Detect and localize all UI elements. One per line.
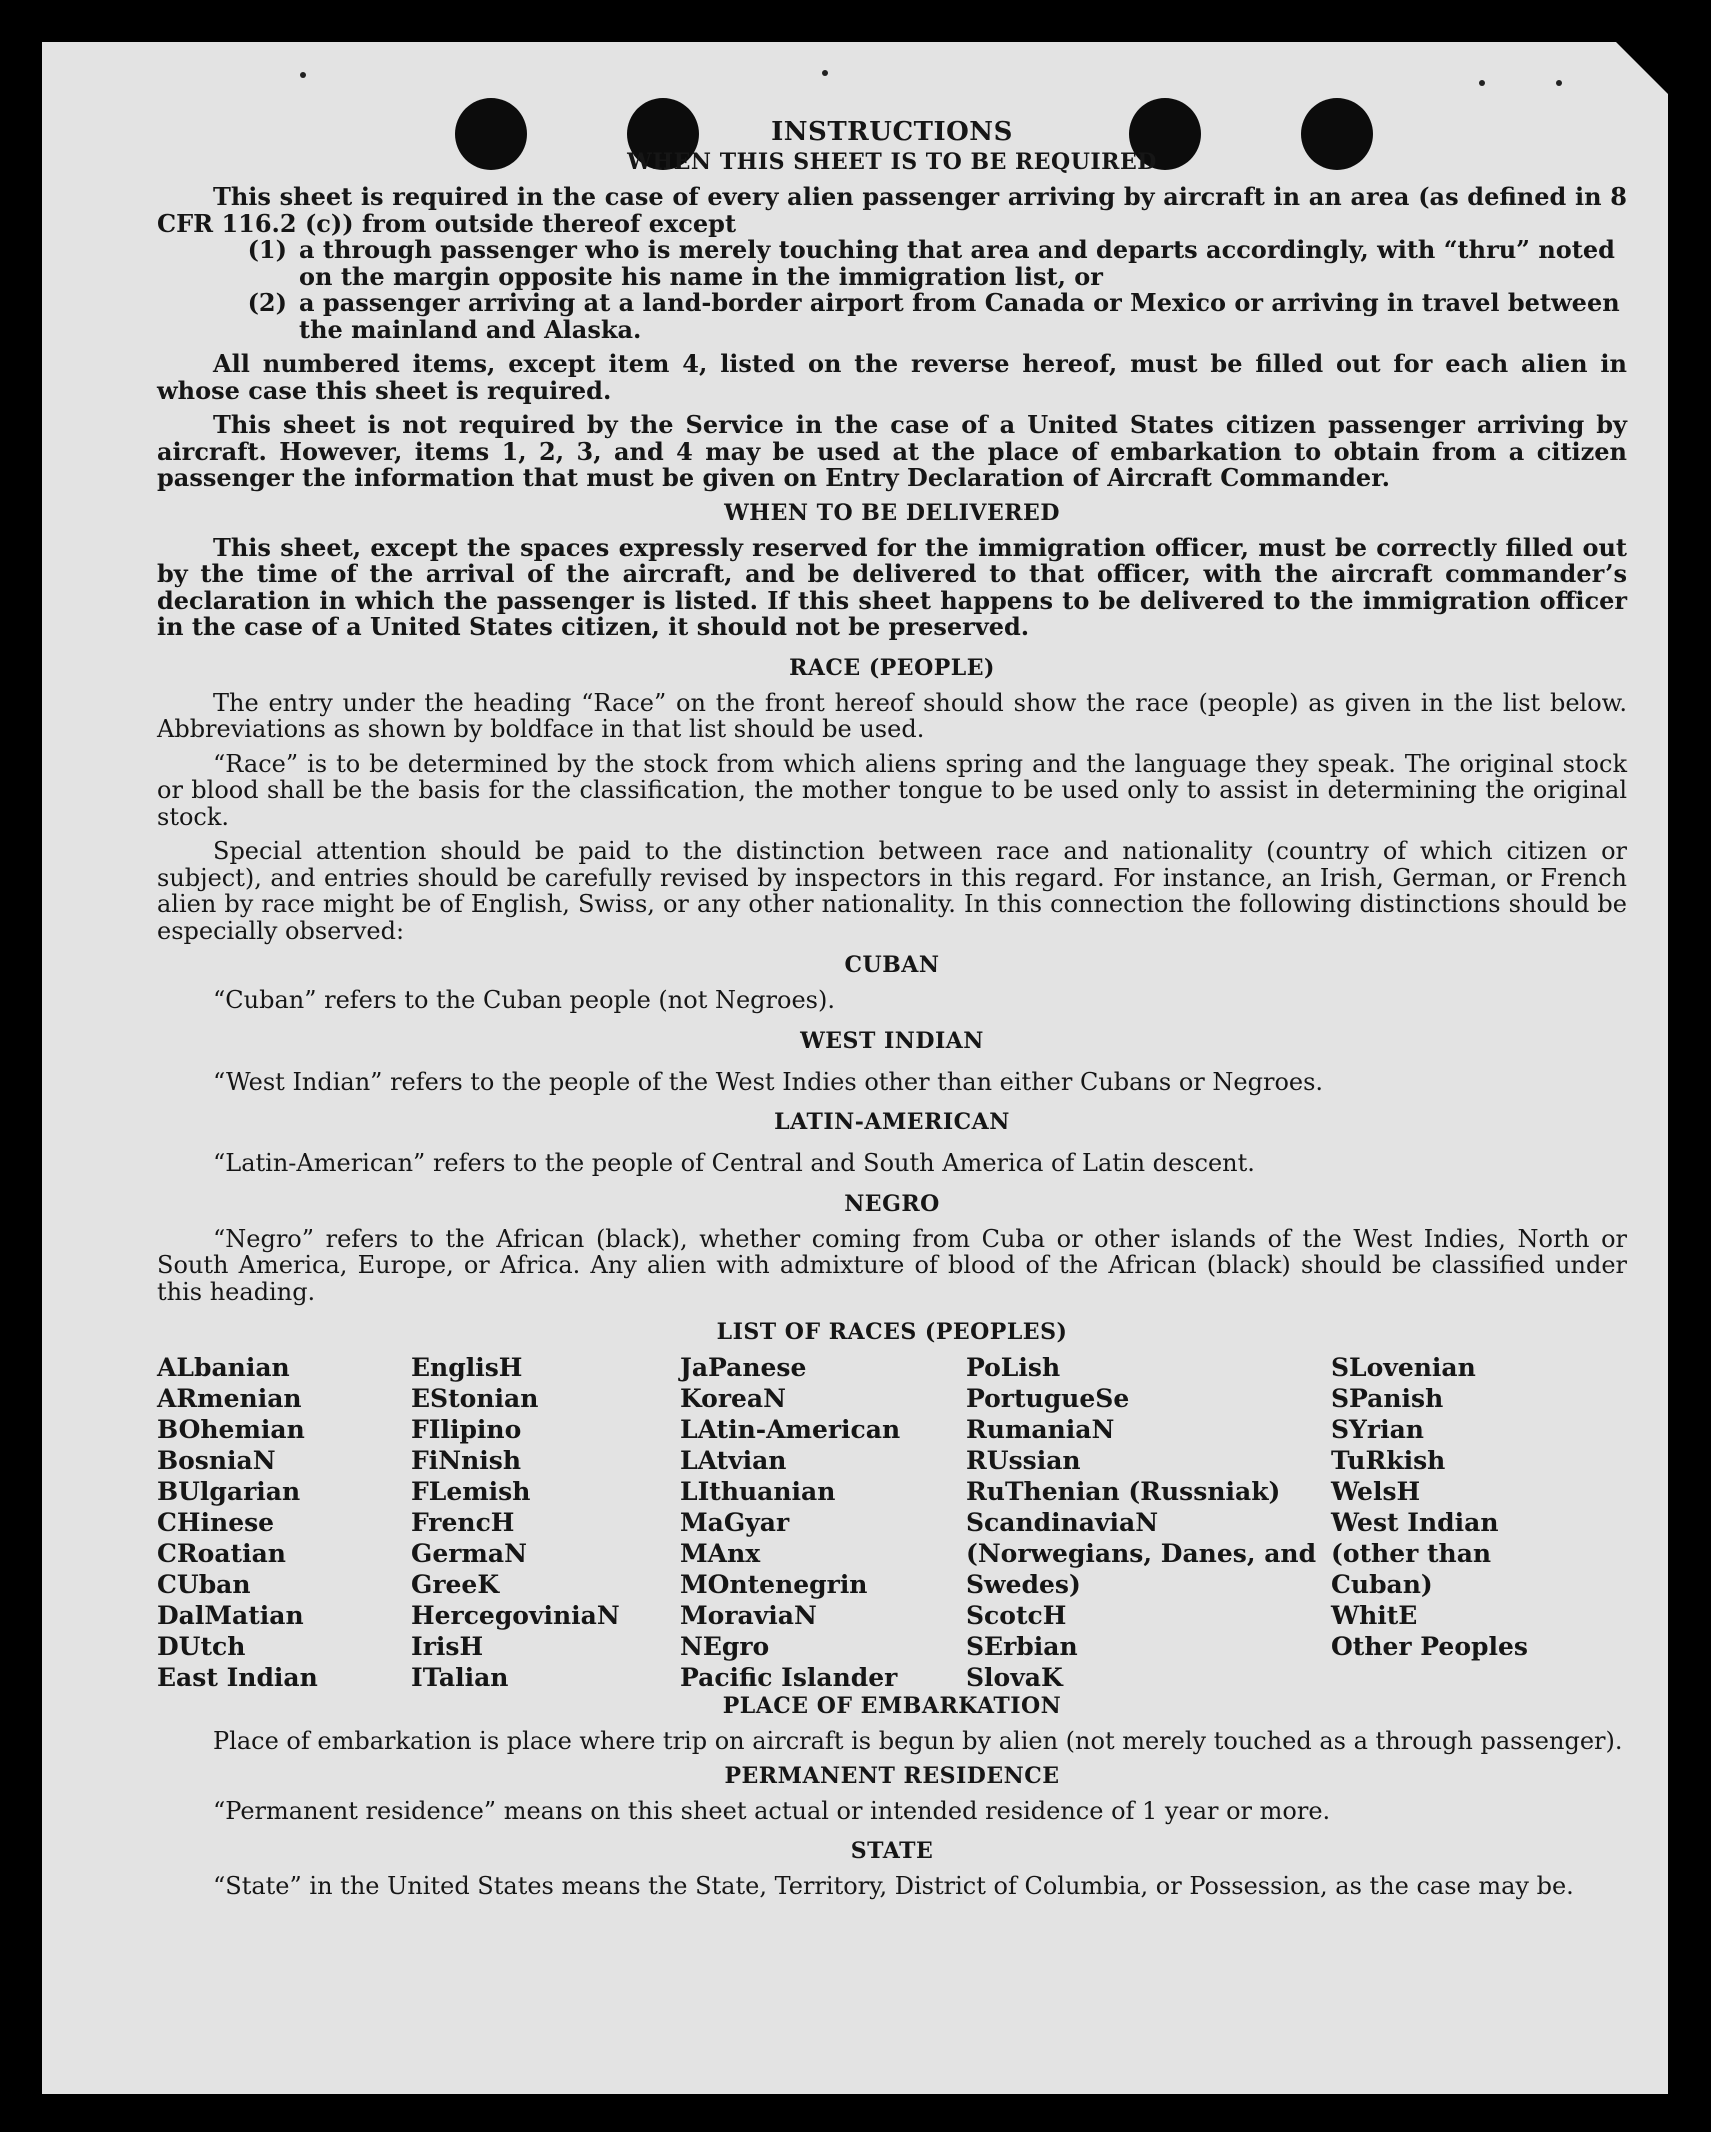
race-paragraph-2: “Race” is to be determined by the stock from which aliens spring and the language they speak. The original stock or blood shall be the basis for the classification, the mother tongue to be used only to assist in determining the original stock. xyxy=(157,749,1627,831)
race-entry: DUtch xyxy=(157,1632,246,1661)
race-entry: MaGyar xyxy=(680,1508,790,1537)
exception-number: (1) xyxy=(247,235,287,264)
race-entry: PortugueSe xyxy=(966,1384,1130,1413)
exception-text: a passenger arriving at a land-border airport from Canada or Mexico or arriving in travel between the mainland and Alaska. xyxy=(299,288,1620,344)
race-entry: MoraviaN xyxy=(680,1601,817,1630)
race-entry: KoreaN xyxy=(680,1384,786,1413)
section-heading-state: STATE xyxy=(850,1838,934,1864)
section-heading-west-indian: WEST INDIAN xyxy=(800,1027,984,1054)
folded-corner xyxy=(1616,42,1668,94)
latin-american-text: “Latin-American” refers to the people of Central and South America of Latin descent. xyxy=(213,1149,1255,1177)
section-heading-race: RACE (PEOPLE) xyxy=(789,654,995,681)
exception-number: (2) xyxy=(247,288,287,317)
race-entry: FLemish xyxy=(411,1477,531,1506)
race-entry: East Indian xyxy=(157,1663,318,1692)
race-entry: FIlipino xyxy=(411,1415,522,1444)
race-entry: TuRkish xyxy=(1331,1446,1446,1475)
race-entry: MOntenegrin xyxy=(680,1570,868,1599)
race-entry: BUlgarian xyxy=(157,1477,301,1506)
section-heading-delivered: WHEN TO BE DELIVERED xyxy=(724,499,1060,526)
race-entry: ALbanian xyxy=(157,1353,290,1382)
negro-text: “Negro” refers to the African (black), whether coming from Cuba or other islands of the West Indies, North or South America, Europe, or Africa. Any alien with admixture of blood of the African (black) should be classified under this heading. xyxy=(157,1224,1627,1306)
citizen-note: This sheet is not required by the Service in the case of a United States citizen passenger arriving by aircraft. However, items 1, 2, 3, and 4 may be used at the place of embarkation to obtain from a citizen passenger the information that must be given on Entry Declaration of Aircraft Commander. xyxy=(157,410,1627,492)
exception-text: a through passenger who is merely touching that area and departs accordingly, with “thru” noted on the margin opposite his name in the immigration list, or xyxy=(299,235,1615,291)
race-entry: LIthuanian xyxy=(680,1477,836,1506)
race-entry: ScandinaviaN (Norwegians, Danes, and Swedes) xyxy=(966,1508,1317,1599)
race-entry: RumaniaN xyxy=(966,1415,1115,1444)
race-entry: IrisH xyxy=(411,1632,484,1661)
speck xyxy=(1556,80,1562,86)
exception-item-1 xyxy=(157,237,1627,290)
race-entry: EStonian xyxy=(411,1384,539,1413)
race-entry: WhitE xyxy=(1331,1601,1418,1630)
races-list xyxy=(157,1352,1627,1693)
race-entry: West Indian (other than Cuban) xyxy=(1331,1508,1499,1599)
race-entry: Other Peoples xyxy=(1331,1632,1528,1661)
section-heading-races-list: LIST OF RACES (PEOPLES) xyxy=(716,1319,1068,1345)
race-entry: DalMatian xyxy=(157,1601,304,1630)
races-column-2 xyxy=(411,1352,680,1693)
section-heading-residence: PERMANENT RESIDENCE xyxy=(724,1762,1060,1789)
section-heading-embarkation: PLACE OF EMBARKATION xyxy=(722,1693,1062,1719)
section-heading-cuban: CUBAN xyxy=(844,952,940,978)
residence-text: “Permanent residence” means on this sheet actual or intended residence of 1 year or more. xyxy=(213,1796,1331,1825)
section-heading-required: WHEN THIS SHEET IS TO BE REQUIRED xyxy=(627,149,1157,175)
race-entry: CUban xyxy=(157,1570,251,1599)
embarkation-text: Place of embarkation is place where trip on aircraft is begun by alien (not merely touched as a through passenger). xyxy=(213,1727,1623,1755)
required-intro: This sheet is required in the case of every alien passenger arriving by aircraft in an area (as defined in 8 CFR 116.2 (c)) from outside thereof except xyxy=(157,182,1627,238)
race-entry: BOhemian xyxy=(157,1415,305,1444)
race-entry: SlovaK xyxy=(966,1663,1063,1692)
race-entry: FiNnish xyxy=(411,1446,522,1475)
race-entry: WelsH xyxy=(1331,1477,1421,1506)
race-entry: PoLish xyxy=(966,1353,1061,1382)
document-page xyxy=(42,42,1668,2094)
race-entry: GermaN xyxy=(411,1539,527,1568)
race-entry: FrencH xyxy=(411,1508,515,1537)
speck xyxy=(1479,80,1485,86)
race-entry: CRoatian xyxy=(157,1539,286,1568)
race-entry: LAtvian xyxy=(680,1446,787,1475)
race-entry: JaPanese xyxy=(680,1353,807,1382)
speck xyxy=(822,70,828,76)
race-entry: GreeK xyxy=(411,1570,500,1599)
exception-item-2 xyxy=(157,290,1627,343)
races-column-4 xyxy=(966,1352,1331,1693)
state-text: “State” in the United States means the State, Territory, District of Columbia, or Possession, as the case may be. xyxy=(213,1872,1574,1900)
race-entry: SLovenian xyxy=(1331,1353,1476,1382)
cuban-text: “Cuban” refers to the Cuban people (not Negroes). xyxy=(213,986,835,1014)
races-column-1 xyxy=(157,1352,411,1693)
race-entry: ARmenian xyxy=(157,1384,302,1413)
instructions-content xyxy=(157,115,1627,1900)
race-entry: SErbian xyxy=(966,1632,1078,1661)
race-paragraph-1: The entry under the heading “Race” on the front hereof should show the race (people) as given in the list below. Abbreviations as shown by boldface in that list should be used. xyxy=(157,688,1627,743)
race-entry: RUssian xyxy=(966,1446,1081,1475)
race-entry: CHinese xyxy=(157,1508,275,1537)
races-column-5 xyxy=(1331,1352,1591,1693)
race-paragraph-3: Special attention should be paid to the distinction between race and nationality (country of which citizen or subject), and entries should be carefully revised by inspectors in this regard. For instance, an Irish, German, or French alien by race might be of English, Swiss, or any other nationality. In this connection the following distinctions should be especially observed: xyxy=(157,837,1627,945)
page-title: INSTRUCTIONS xyxy=(771,117,1013,147)
west-indian-text: “West Indian” refers to the people of the West Indies other than either Cubans or Negroes. xyxy=(213,1067,1324,1096)
race-entry: ITalian xyxy=(411,1663,509,1692)
delivered-text: This sheet, except the spaces expressly reserved for the immigration officer, must be correctly filled out by the time of the arrival of the aircraft, and be delivered to that officer, with the aircraft commander’s declaration in which the passenger is listed. If this sheet happens to be delivered to the immigration officer in the case of a United States citizen, it should not be preserved. xyxy=(157,532,1627,641)
race-entry: MAnx xyxy=(680,1539,761,1568)
race-entry: BosniaN xyxy=(157,1446,276,1475)
race-entry: SPanish xyxy=(1331,1384,1444,1413)
race-entry: Pacific Islander xyxy=(680,1663,898,1692)
items-note: All numbered items, except item 4, listed on the reverse hereof, must be filled out for each alien in whose case this sheet is required. xyxy=(157,349,1627,405)
race-entry: HercegoviniaN xyxy=(411,1601,620,1630)
race-entry: NEgro xyxy=(680,1632,770,1661)
race-entry: LAtin-American xyxy=(680,1415,901,1444)
race-entry: EnglisH xyxy=(411,1353,523,1382)
race-entry: SYrian xyxy=(1331,1415,1424,1444)
races-column-3 xyxy=(680,1352,966,1693)
section-heading-latin-american: LATIN-AMERICAN xyxy=(774,1109,1010,1135)
speck xyxy=(300,72,306,78)
race-entry: RuThenian (Russniak) xyxy=(966,1477,1281,1506)
race-entry: ScotcH xyxy=(966,1601,1067,1630)
section-heading-negro: NEGRO xyxy=(844,1190,940,1217)
